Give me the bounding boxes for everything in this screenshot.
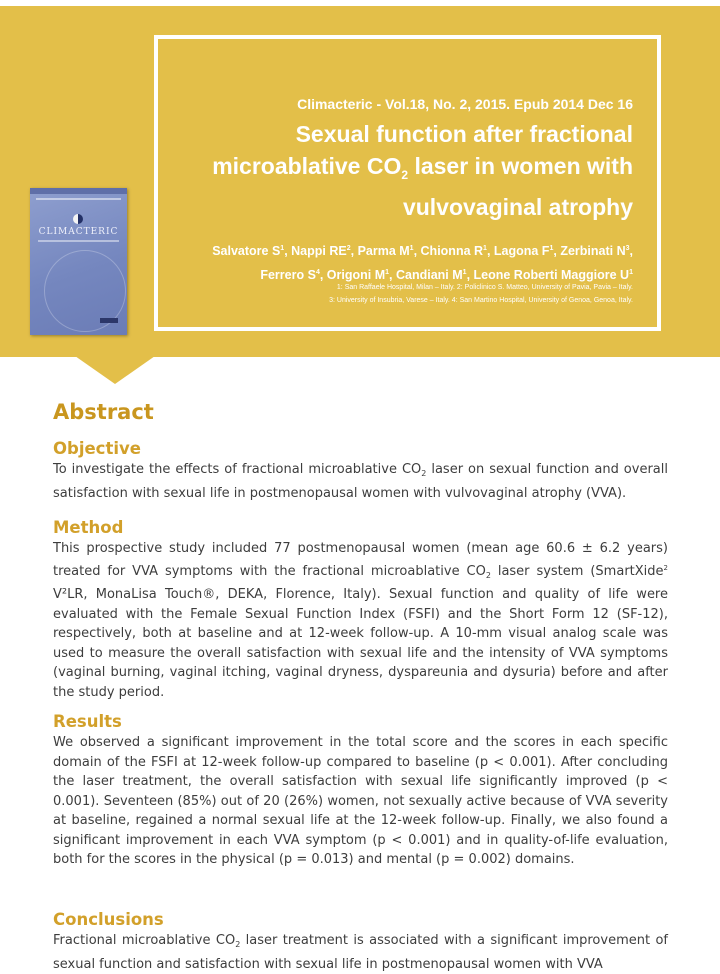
author: [260, 268, 320, 282]
author-affiliation-number: 1: [549, 245, 554, 252]
author: [494, 244, 553, 258]
author-name: Parma M: [357, 244, 410, 258]
author-affiliation-number: 1: [280, 245, 285, 252]
author: [358, 244, 414, 258]
author-affiliation-number: 4: [315, 269, 320, 276]
article-title: [173, 118, 633, 223]
header-pointer: [75, 356, 155, 384]
cover-header-line: [36, 198, 121, 200]
author: [327, 268, 389, 282]
abstract-heading: Abstract: [53, 400, 154, 424]
cover-subtitle-line: [38, 240, 119, 242]
author-affiliation-number: 1: [409, 245, 414, 252]
cover-top-bar: [30, 188, 127, 194]
author-name: Origoni M: [326, 268, 386, 282]
author-name: Leone Roberti Maggiore U: [473, 268, 630, 282]
cover-publisher-mark: [100, 318, 118, 323]
affiliation-line-1: 1: San Raffaele Hospital, Milan – Italy. 2: Policlinico S. Matteo, University of Pavia, Pavia – Italy.: [336, 284, 633, 291]
conclusions-text: Fractional microablative $CO_2$ laser treatment is associated with a significant improvement of sexual function and satisfaction with sexual life in postmenopausal women with VVA: [53, 933, 668, 972]
objective-heading: Objective: [53, 439, 141, 458]
cover-title: CLIMACTERIC: [38, 227, 119, 237]
affiliation-line-2: 3: University of Insubria, Varese – Italy. 4: San Martino Hospital, University of Genoa, Genoa, Italy.: [329, 297, 633, 304]
method-text: This prospective study included 77 postmenopausal women (mean age 60.6 ± 6.2 years) treated for VVA symptoms with the fractional microablative $CO_2$ laser system (SmartXide$^2$ V²LR, MonaLisa Touch®, DEKA, Florence, Italy). Sexual function and quality of life were evaluated with the Female Sexual Function Index (FSFI) and the Short Form 12 (SF-12), respectively, both at baseline and at 12-week follow-up. A 10-mm visual analog scale was used to measure the overall satisfaction with sexual life and the intensity of VVA symptoms (vaginal burning, vaginal itching, vaginal dryness, dyspareunia and dysuria) before and after the study period.: [53, 541, 668, 700]
author-affiliation-number: 1: [483, 245, 487, 252]
cover-logo-icon: [73, 214, 83, 224]
author-name: Salvatore S: [212, 244, 281, 258]
results-text: We observed a significant improvement in the total score and the scores in each specific domain of the FSFI at 12-week follow-up compared to baseline (p < 0.001). After concluding the laser treatment, the overall satisfaction with sexual life significantly improved (p < 0.001). Seventeen (85%) out of 20 (26%) women, not sexually active because of VVA severity at baseline, regained a normal sexual life at the 12-week follow-up. Finally, we also found a significant improvement in each VVA symptom (p < 0.001) and in quality-of-life evaluation, both for the scores in the physical (p = 0.013) and mental (p = 0.002) domains.: [53, 735, 668, 867]
author-name: Zerbinati N: [560, 244, 626, 258]
journal-cover-image: [30, 188, 127, 335]
results-heading: Results: [53, 712, 122, 731]
author-list: Salvatore $S^1$, Nappi $RE^2$, Parma $M^1$, Chionna $R^1$, Lagona $F^1$, Zerbinati $N^3$, Ferrero $S^4$, Origoni $M^1$, Candiani $M^1$, Leone Roberti Maggiore $U^1$: [212, 244, 633, 282]
method-heading: Method: [53, 518, 124, 537]
author: [421, 244, 487, 258]
affiliations: [203, 281, 633, 307]
author: [560, 244, 629, 258]
conclusions-heading: Conclusions: [53, 910, 164, 929]
author-name: Nappi RE: [291, 244, 347, 258]
author-name: Ferrero S: [260, 268, 316, 282]
author-affiliation-number: 1: [385, 269, 390, 276]
author: [474, 268, 633, 282]
author-name: Candiani M: [395, 268, 463, 282]
objective-text: To investigate the effects of fractional microablative $CO_2$ laser on sexual function and overall satisfaction with sexual life in postmenopausal women with vulvovaginal atrophy (VVA).: [53, 462, 668, 501]
title-line-2: microablative $CO_2$ laser in women with: [212, 153, 633, 182]
author: [212, 244, 284, 258]
author-name: Chionna R: [420, 244, 484, 258]
author: [291, 244, 350, 258]
author: [396, 268, 467, 282]
title-line-1: Sexual function after fractional: [295, 121, 633, 147]
author-affiliation-number: 1: [462, 269, 467, 276]
author-affiliation-number: 1: [629, 269, 633, 276]
author-affiliation-number: 3: [625, 245, 630, 252]
citation: Climacteric - Vol.18, No. 2, 2015. Epub 2014 Dec 16: [297, 96, 633, 112]
author-affiliation-number: 2: [346, 245, 351, 252]
author-name: Lagona F: [493, 244, 550, 258]
title-line-3: vulvovaginal atrophy: [402, 194, 633, 220]
